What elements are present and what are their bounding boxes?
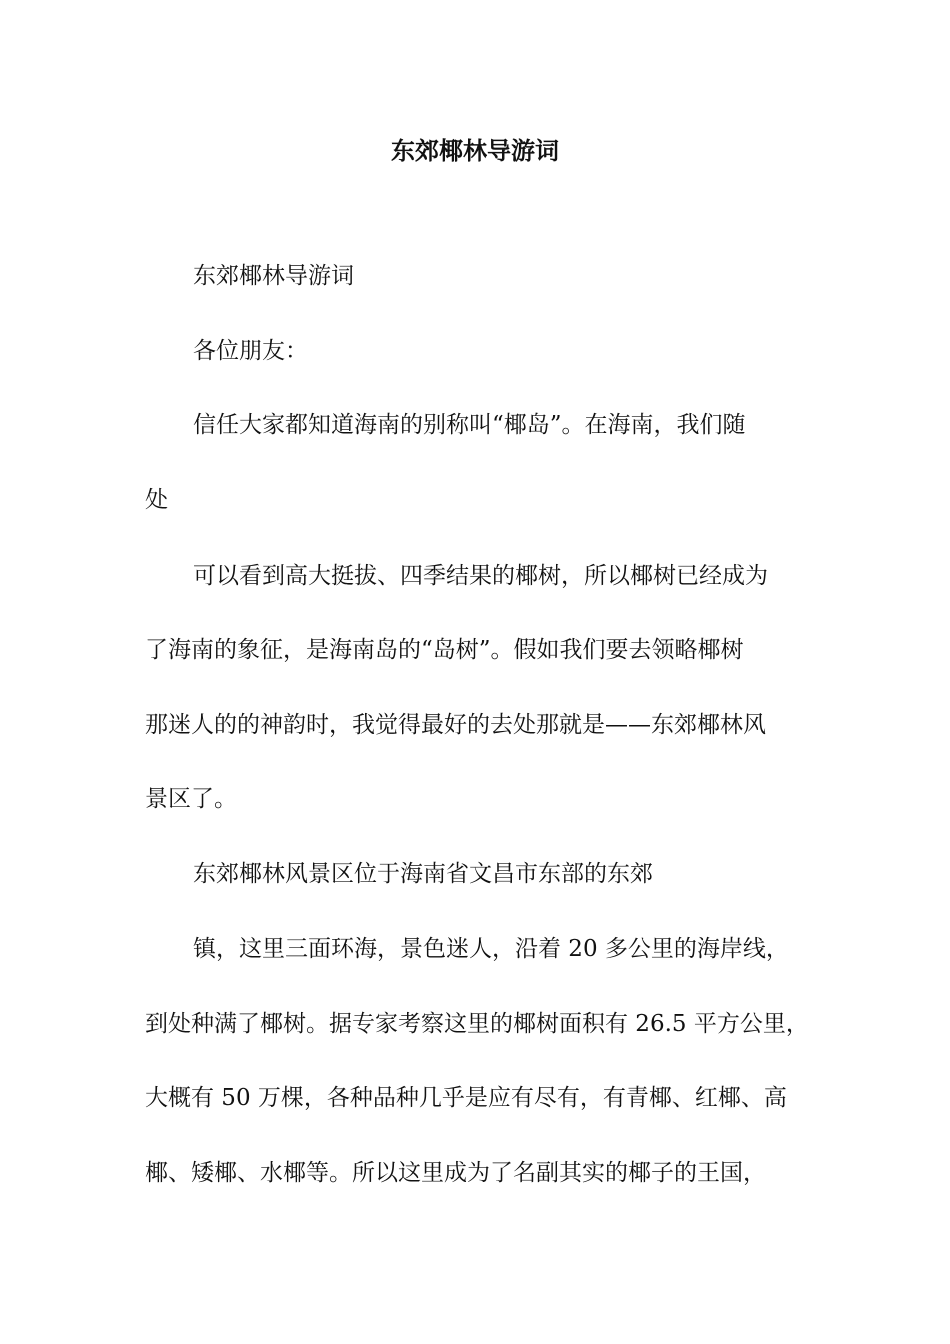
text-line: 到处种满了椰树。据专家考察这里的椰树面积有 26.5 平方公里， xyxy=(145,1011,809,1037)
text-line: 大概有 50 万棵，各种品种几乎是应有尽有，有青椰、红椰、高 xyxy=(145,1085,787,1111)
text-line: 那迷人的的神韵时，我觉得最好的去处那就是——东郊椰林风 xyxy=(145,712,766,738)
text-line: 东郊椰林导游词 xyxy=(193,263,354,289)
text-line: 镇，这里三面环海，景色迷人，沿着 20 多公里的海岸线， xyxy=(193,936,789,962)
text-line: 处 xyxy=(145,487,168,513)
document-title: 东郊椰林导游词 xyxy=(391,136,559,165)
text-line: 各位朋友： xyxy=(193,338,308,364)
text-line: 信任大家都知道海南的别称叫“椰岛”。在海南，我们随 xyxy=(193,412,746,438)
text-line: 可以看到高大挺拔、四季结果的椰树，所以椰树已经成为 xyxy=(193,563,768,589)
text-line: 东郊椰林风景区位于海南省文昌市东部的东郊 xyxy=(193,861,653,887)
text-line: 景区了。 xyxy=(145,786,237,812)
text-line: 了海南的象征，是海南岛的“岛树”。假如我们要去领略椰树 xyxy=(145,637,744,663)
text-line: 椰、矮椰、水椰等。所以这里成为了名副其实的椰子的王国， xyxy=(145,1160,766,1186)
